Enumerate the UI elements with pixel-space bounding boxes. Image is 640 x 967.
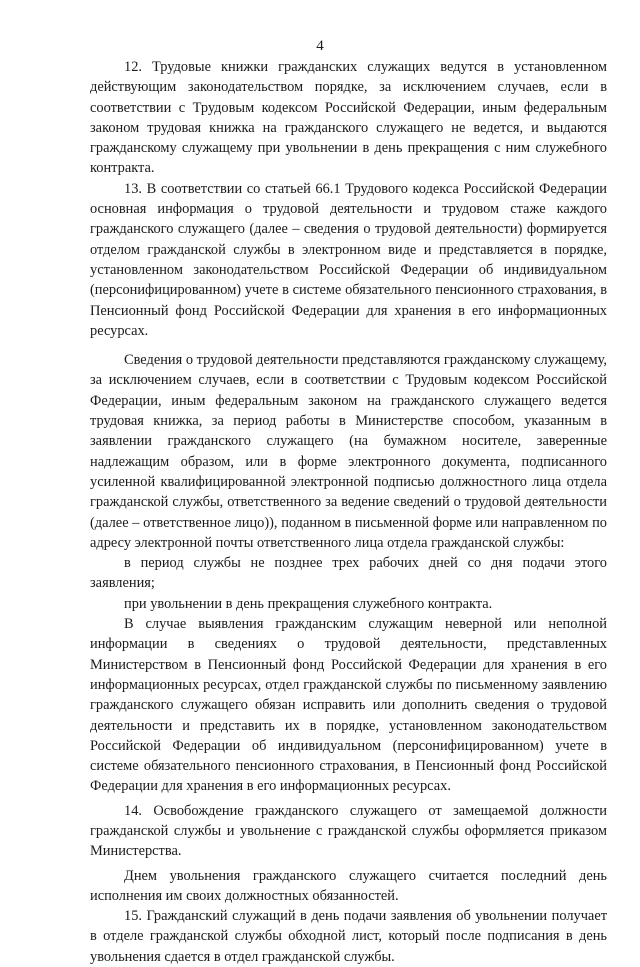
paragraph-13-employment-records: 13. В соответствии со статьей 66.1 Трудового кодекса Российской Федерации основная информация о трудовой деятельности и трудовом стаже каждого гражданского служащего (далее – сведения о трудовой деятельности) формируется отделом гражданской службы в электронном виде и представляется в порядке, установленном законодательством Российской Федерации об индивидуальном (персонифицированном) учете в системе обязательного пенсионного страхования, в Пенсионный фонд Российской Федерации для хранения в его информационных ресурсах.: [90, 180, 607, 339]
paragraph-14-release-from-position: 14. Освобождение гражданского служащего от замещаемой должности гражданской службы и увольнение с гражданской службы оформляется приказом Министерства.: [90, 802, 607, 860]
paragraph-15-bypass-sheet: 15. Гражданский служащий в день подачи заявления об увольнении получает в отделе гражданской службы обходной лист, который после подписания в день увольнения сдается в отдел гражданской службы.: [90, 908, 607, 965]
paragraph-on-dismissal: при увольнении в день прекращения служебного контракта.: [124, 595, 493, 612]
paragraph-during-service: в период службы не позднее трех рабочих дней со дня подачи этого заявления;: [90, 555, 607, 592]
paragraph-records-provision: Сведения о трудовой деятельности представляются гражданскому служащему, за исключением случаев, если в соответствии с Трудовым кодексом Российской Федерации, иным федеральным законом на гражданского служащего ведется трудовая книжка, за период работы в Министерстве способом, указанным в заявлении гражданского служащего (на бумажном носителе, заверенные надлежащим образом, или в форме электронного документа, подписанного усиленной квалифицированной электронной подписью должностного лица отдела гражданской службы, ответственного за ведение сведений о трудовой деятельности (далее – ответственное лицо)), поданном в письменной форме или направленном по адресу электронной почты ответственного лица отдела гражданской службы:: [90, 352, 607, 551]
page-number: 4: [316, 38, 324, 54]
paragraph-12-workbooks: 12. Трудовые книжки гражданских служащих ведутся в установленном действующим законодательством порядке, за исключением случаев, если в соответствии с Трудовым кодексом Российской Федерации, иным федеральным законом трудовая книжка на гражданского служащего не ведется, и выдаются гражданскому служащему при увольнении в день прекращения с ним служебного контракта.: [90, 59, 607, 177]
document-body: [90, 57, 607, 967]
paragraph-incorrect-information: В случае выявления гражданским служащим неверной или неполной информации в сведениях о трудовой деятельности, представленных Министерством в Пенсионный фонд Российской Федерации для хранения в его информационных ресурсах, отдел гражданской службы по письменному заявлению гражданского служащего обязан исправить или дополнить сведения о трудовой деятельности и представить их в порядке, установленном законодательством Российской Федерации об индивидуальном (персонифицированном) учете в системе обязательного пенсионного страхования, в Пенсионный фонд Российской Федерации для хранения в его информационных ресурсах.: [90, 616, 607, 795]
paragraph-day-of-dismissal: Днем увольнения гражданского служащего считается последний день исполнения им своих должностных обязанностей.: [90, 867, 607, 904]
